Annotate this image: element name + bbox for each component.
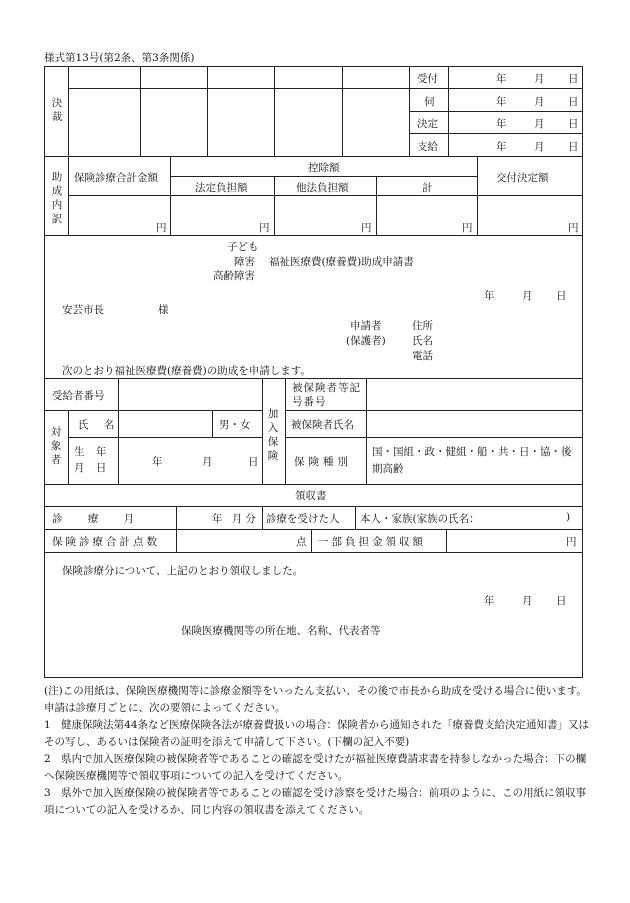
receipt-year: 年 bbox=[484, 595, 495, 607]
title-prefix-elderly: 高齢障害 bbox=[213, 270, 255, 282]
approval-label: 決裁 bbox=[51, 97, 63, 123]
legal-burden-header: 法定負担額 bbox=[195, 182, 248, 194]
treatment-month-value: 年 月分 bbox=[212, 513, 259, 525]
birth-month: 月 bbox=[202, 456, 213, 468]
page-title: 福祉医療費(療養費)助成申請書 bbox=[269, 256, 414, 268]
note-item: 3 県外で加入医療保険の被保険者等であることの確認を受け診察を受けた場合：前項のように、この用紙に領収事項についての記入を受けるか、同じ内容の領収書を添えてください。 bbox=[44, 787, 587, 816]
receipt-month: 月 bbox=[522, 595, 533, 607]
address-label: 住所 bbox=[412, 320, 433, 332]
notes-intro: (注)この用紙は、保険医療機関等に診療金額等をいったん支払い、その後で市長から助成を受ける場合に使います。申請は診療月ごとに、次の要領によってください。 bbox=[44, 685, 587, 714]
insured-name-label: 被保険者氏名 bbox=[291, 419, 354, 431]
title-prefix-disability: 障害 bbox=[234, 256, 255, 268]
insured-sign-label: 被保険者等記号番号 bbox=[292, 382, 361, 408]
title-prefix-child: 子ども bbox=[227, 241, 259, 253]
target-name-label: 氏 名 bbox=[78, 419, 121, 431]
notes bbox=[44, 683, 592, 819]
other-law-header: 他法負担額 bbox=[296, 182, 349, 194]
gender-choice: 男・女 bbox=[219, 419, 251, 431]
deduction-header: 控除額 bbox=[308, 162, 340, 174]
application-month: 月 bbox=[522, 290, 533, 302]
guardian-label: (保護者) bbox=[346, 335, 386, 347]
close-paren: ) bbox=[566, 511, 571, 523]
institution-info-label: 保険医療機関等の所在地、名称、代表者等 bbox=[181, 625, 381, 637]
copay-unit: 円 bbox=[566, 536, 577, 548]
name-label: 氏名 bbox=[412, 335, 433, 347]
insurance-label: 加入保険 bbox=[267, 408, 279, 462]
recipient-number-label: 受給者番号 bbox=[52, 390, 105, 402]
request-text: 次のとおり福祉医療費(療養費)の助成を申請します。 bbox=[62, 365, 311, 377]
form-number: 様式第13号(第2条、第3条関係) bbox=[44, 52, 195, 64]
patient-choice: 本人・家族(家族の氏名： bbox=[360, 513, 480, 525]
note-item: 1 健康保険法第44条など医療保険各法が療養費扱いの場合：保険者から通知された「療養費支給決定通知書」又はその写し、あるいは保険者の証明を添えて申請して下さい。(下欄の記入不要) bbox=[44, 719, 590, 748]
receipt-day: 日 bbox=[556, 595, 567, 607]
application-day: 日 bbox=[556, 290, 567, 302]
receipt-title: 領収書 bbox=[295, 490, 327, 502]
birth-day: 日 bbox=[248, 456, 259, 468]
points-unit: 点 bbox=[296, 536, 307, 548]
birth-year: 年 bbox=[152, 456, 163, 468]
insurance-type-options: 国・国組・政・健組・船・共・日・協・後期高齢 bbox=[372, 446, 572, 475]
treatment-month-label: 診 療 月 bbox=[52, 513, 146, 525]
target-person-label: 対象者 bbox=[50, 426, 62, 466]
yen-unit: 円 bbox=[462, 222, 473, 234]
total-medical-header: 保険診療合計金額 bbox=[74, 172, 158, 184]
decision-label: 決定 bbox=[417, 118, 438, 130]
yen-unit: 円 bbox=[259, 222, 270, 234]
yen-unit: 円 bbox=[156, 222, 167, 234]
yen-unit: 円 bbox=[361, 222, 372, 234]
copay-label: 一部負担金領収額 bbox=[318, 536, 426, 548]
note-item: 2 県内で加入医療保険の被保険者等であることの確認を受けたが福祉医療費請求書を持参しなかった場合：下の欄へ保険医療機関等で領収事項についての記入を受けてください。 bbox=[44, 753, 587, 782]
received-label: 受付 bbox=[417, 73, 438, 85]
phone-label: 電話 bbox=[412, 350, 433, 362]
addressee: 安芸市長 bbox=[62, 304, 104, 316]
honorific: 様 bbox=[158, 304, 169, 316]
insurance-type-label: 保険種別 bbox=[294, 456, 352, 468]
yen-unit: 円 bbox=[568, 222, 579, 234]
granted-header: 交付決定額 bbox=[496, 172, 549, 184]
payment-label: 支給 bbox=[417, 141, 438, 153]
application-year: 年 bbox=[484, 290, 495, 302]
applicant-label: 申請者 bbox=[350, 320, 382, 332]
receipt-statement: 保険診療分について、上記のとおり領収しました。 bbox=[62, 565, 304, 577]
patient-label: 診療を受けた人 bbox=[266, 513, 340, 525]
total-points-label: 保険診療合計点数 bbox=[52, 536, 160, 548]
subtotal-header: 計 bbox=[422, 182, 433, 194]
birthdate-label: 生 年 月 日 bbox=[74, 446, 111, 474]
subsidy-label: 助成内訳 bbox=[51, 171, 63, 225]
inquiry-label: 伺 bbox=[424, 96, 435, 108]
